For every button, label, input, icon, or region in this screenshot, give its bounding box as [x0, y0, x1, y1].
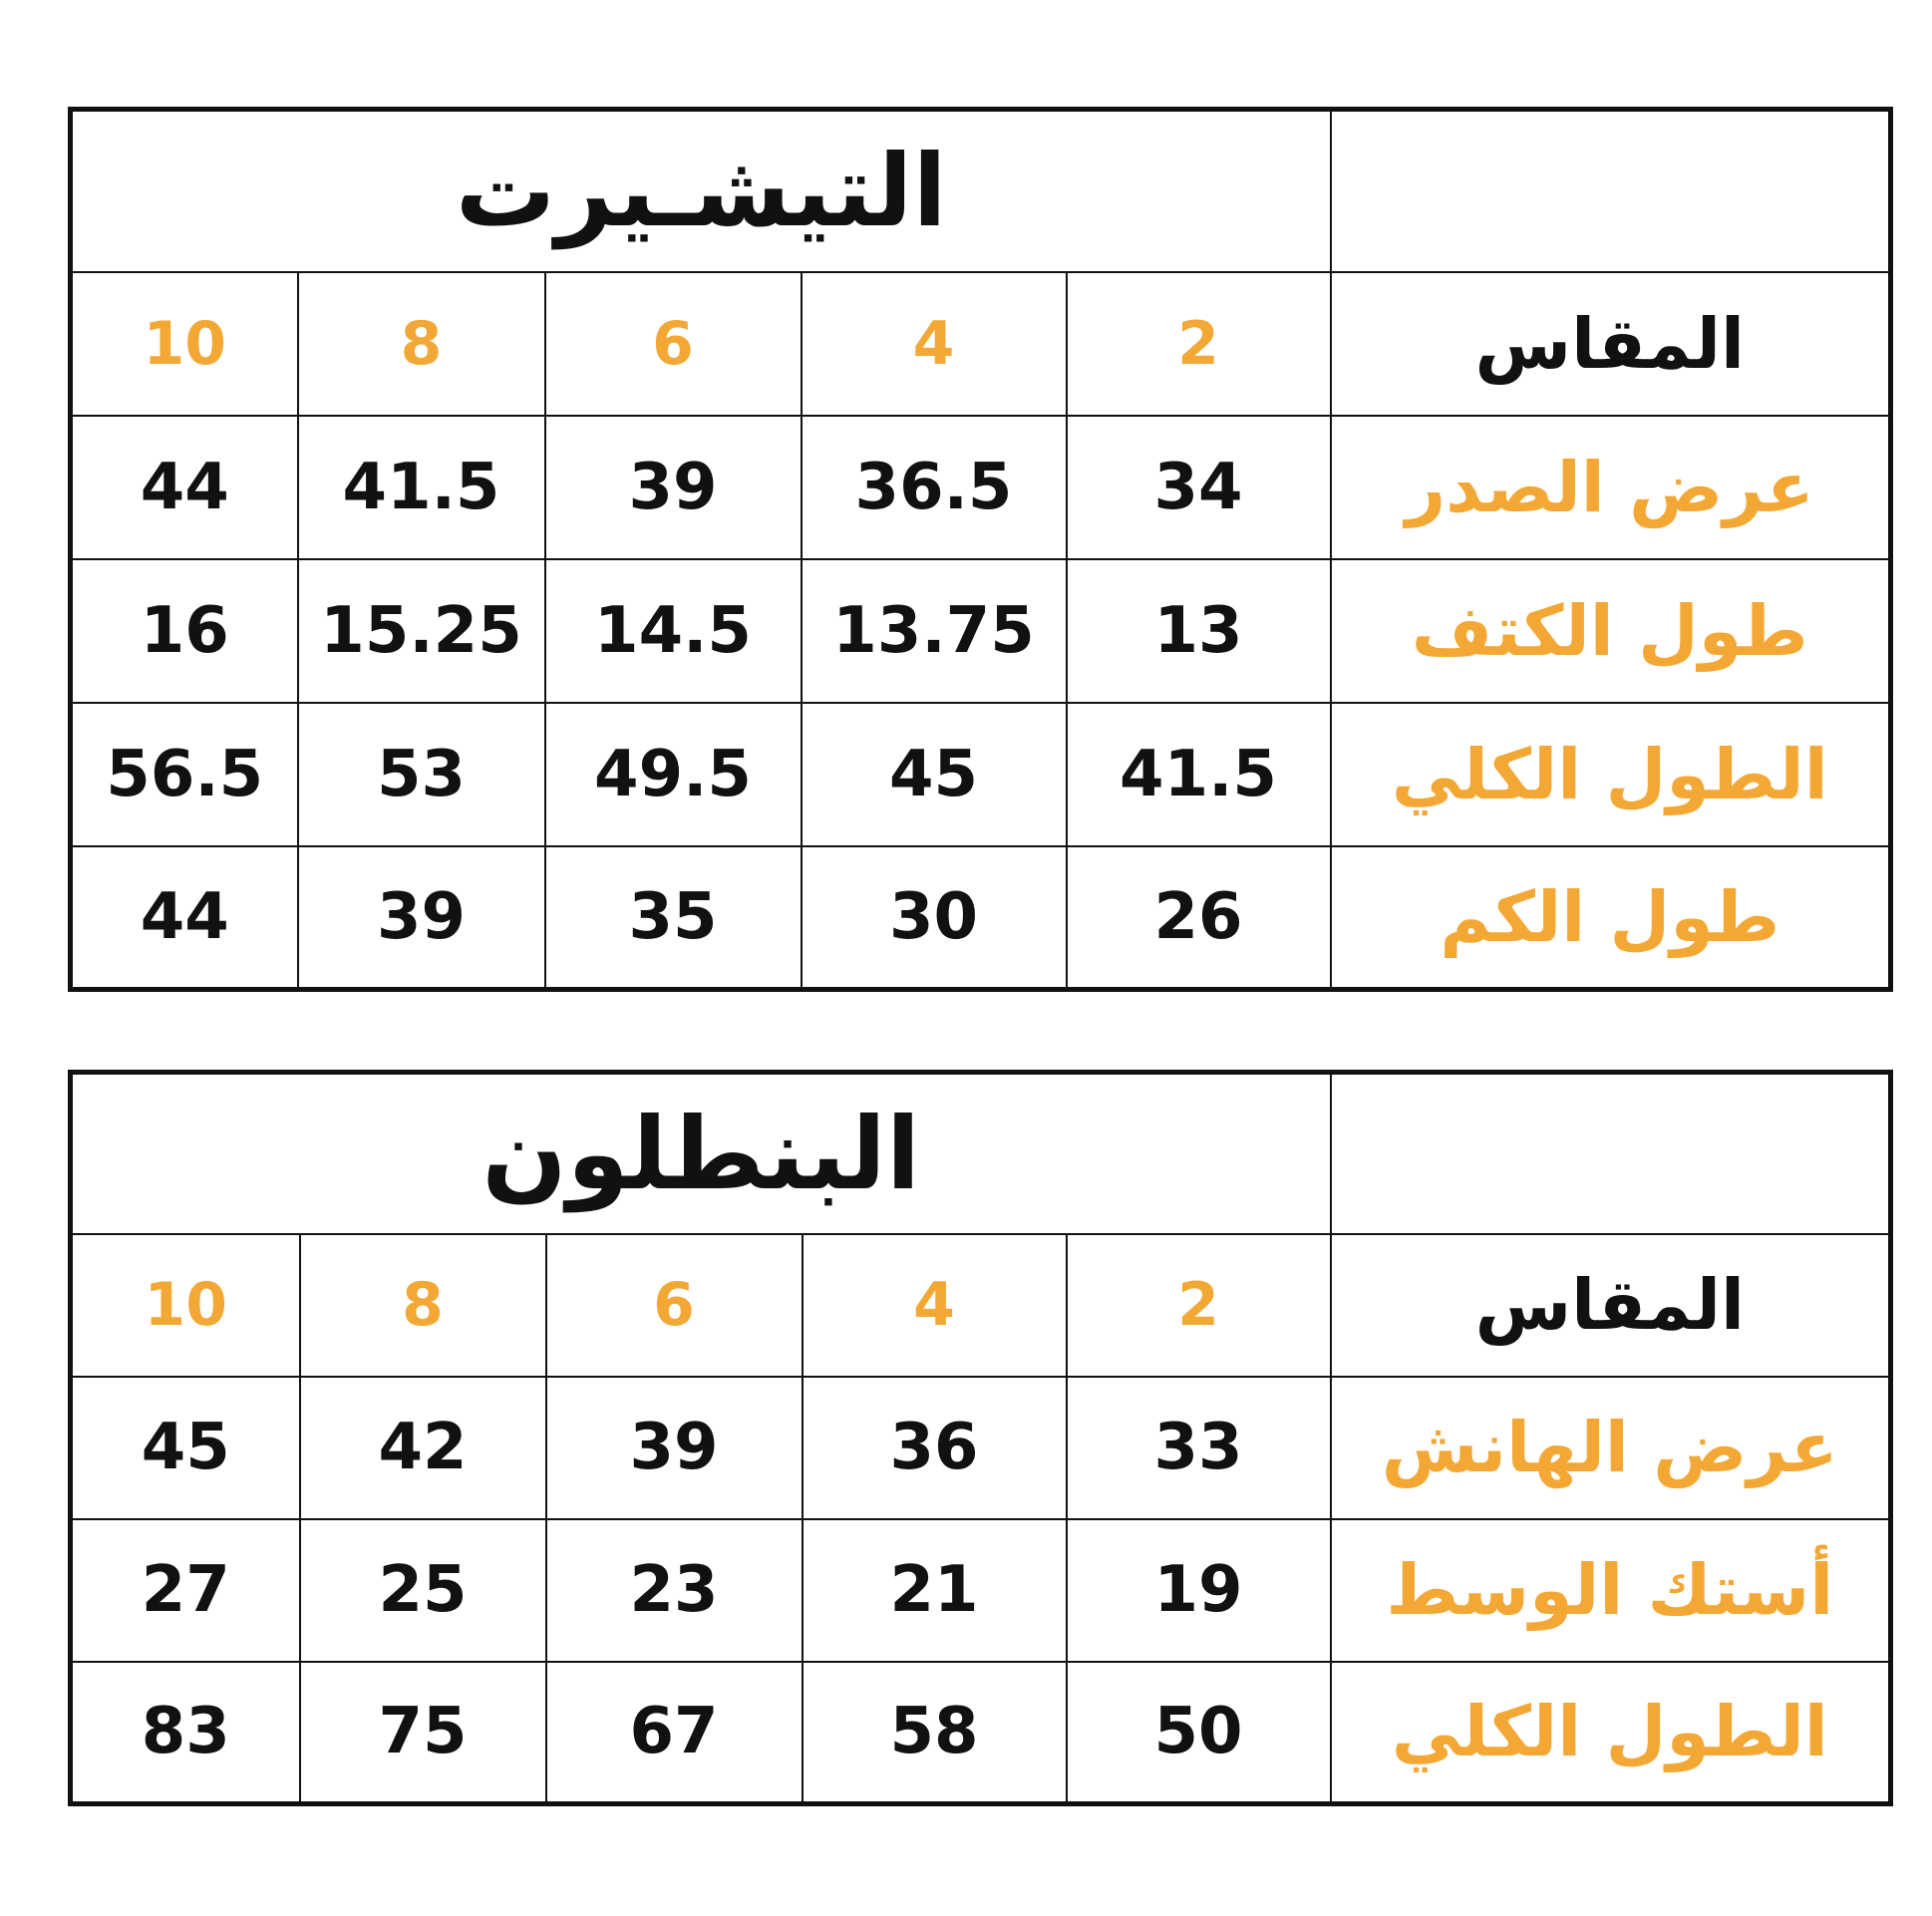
value-cell: 49.5	[545, 703, 802, 846]
value-cell: 58	[803, 1662, 1067, 1804]
tshirt-sizes-row	[71, 272, 1891, 416]
value-cell: 50	[1067, 1662, 1331, 1804]
value-cell: 41.5	[298, 416, 545, 559]
size-header-cell: 4	[802, 272, 1067, 416]
value-cell: 36.5	[802, 416, 1067, 559]
table-row	[71, 1662, 1891, 1804]
value-cell: 34	[1067, 416, 1331, 559]
tshirt-size-table	[68, 107, 1893, 992]
value-cell: 13	[1067, 559, 1331, 703]
value-cell: 75	[300, 1662, 546, 1804]
row-label: الطول الكلي	[1331, 1662, 1891, 1804]
table-row	[71, 846, 1891, 990]
value-cell: 39	[545, 416, 802, 559]
table-row	[71, 1377, 1891, 1519]
row-label: عرض الهانش	[1331, 1377, 1891, 1519]
size-header-cell: 8	[300, 1234, 546, 1377]
table-row	[71, 559, 1891, 703]
pants-title-row	[71, 1073, 1891, 1234]
row-label: أستك الوسط	[1331, 1519, 1891, 1662]
value-cell: 41.5	[1067, 703, 1331, 846]
value-cell: 56.5	[71, 703, 298, 846]
value-cell: 33	[1067, 1377, 1331, 1519]
value-cell: 39	[546, 1377, 803, 1519]
value-cell: 36	[803, 1377, 1067, 1519]
pants-size-table	[68, 1070, 1893, 1806]
value-cell: 35	[545, 846, 802, 990]
size-header-cell: 8	[298, 272, 545, 416]
sizes-label: المقاس	[1331, 1234, 1891, 1377]
value-cell: 42	[300, 1377, 546, 1519]
value-cell: 15.25	[298, 559, 545, 703]
size-header-cell: 4	[803, 1234, 1067, 1377]
value-cell: 39	[298, 846, 545, 990]
row-label: طول الكتف	[1331, 559, 1891, 703]
tshirt-title: التيشـيرت	[71, 110, 1331, 272]
pants-title: البنطلون	[71, 1073, 1331, 1234]
value-cell: 13.75	[802, 559, 1067, 703]
size-header-cell: 10	[71, 272, 298, 416]
value-cell: 44	[71, 416, 298, 559]
value-cell: 21	[803, 1519, 1067, 1662]
tshirt-corner-cell	[1331, 110, 1891, 272]
value-cell: 19	[1067, 1519, 1331, 1662]
size-header-cell: 10	[71, 1234, 300, 1377]
value-cell: 45	[71, 1377, 300, 1519]
value-cell: 45	[802, 703, 1067, 846]
row-label: الطول الكلي	[1331, 703, 1891, 846]
value-cell: 83	[71, 1662, 300, 1804]
sizes-label: المقاس	[1331, 272, 1891, 416]
size-header-cell: 6	[546, 1234, 803, 1377]
value-cell: 27	[71, 1519, 300, 1662]
pants-sizes-row	[71, 1234, 1891, 1377]
tshirt-title-row	[71, 110, 1891, 272]
value-cell: 67	[546, 1662, 803, 1804]
size-header-cell: 2	[1067, 272, 1331, 416]
size-header-cell: 2	[1067, 1234, 1331, 1377]
table-row	[71, 1519, 1891, 1662]
value-cell: 30	[802, 846, 1067, 990]
value-cell: 53	[298, 703, 545, 846]
pants-corner-cell	[1331, 1073, 1891, 1234]
value-cell: 25	[300, 1519, 546, 1662]
value-cell: 16	[71, 559, 298, 703]
table-row	[71, 416, 1891, 559]
row-label: طول الكم	[1331, 846, 1891, 990]
value-cell: 44	[71, 846, 298, 990]
table-row	[71, 703, 1891, 846]
value-cell: 26	[1067, 846, 1331, 990]
value-cell: 14.5	[545, 559, 802, 703]
size-header-cell: 6	[545, 272, 802, 416]
value-cell: 23	[546, 1519, 803, 1662]
row-label: عرض الصدر	[1331, 416, 1891, 559]
